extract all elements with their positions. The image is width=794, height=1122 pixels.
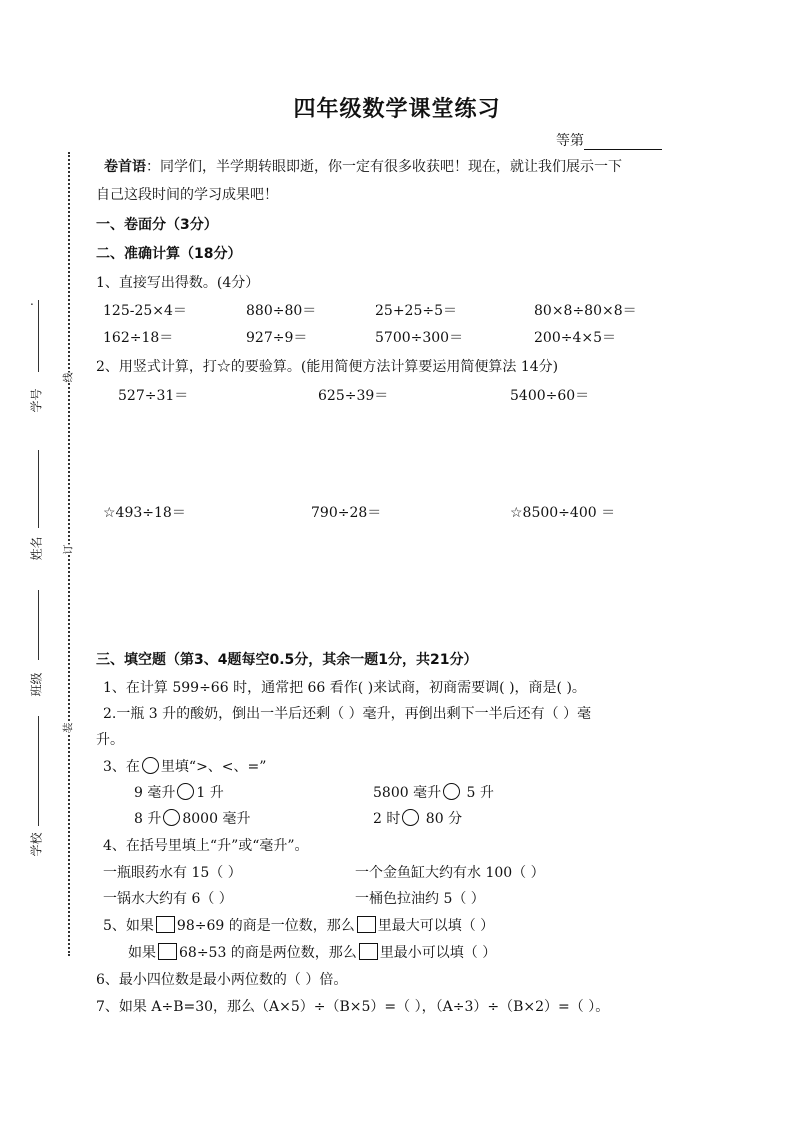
fill-q4-title: 4、在括号里填上“升”或“毫升”。 — [103, 838, 309, 854]
student-no-line — [38, 300, 39, 372]
intro-label: 卷首语 — [104, 159, 146, 175]
calc-q1-item: 80×8÷80×8＝ — [534, 303, 637, 319]
calc-q2-title: 2、用竖式计算，打☆的要验算。(能用简便方法计算要运用简便算法 14分) — [96, 359, 559, 375]
fill-q4-item: 一瓶眼药水有 15（ ） — [103, 865, 242, 881]
fill-q6: 6、最小四位数是最小两位数的（ ）倍。 — [96, 972, 348, 988]
calc-q1-item: 25+25÷5＝ — [375, 303, 457, 319]
calc-q1-item: 927÷9＝ — [246, 330, 308, 346]
fill-q5-pre: 如果 — [128, 945, 156, 961]
compare-circle-icon — [402, 809, 419, 826]
calc-q1-item: 125-25×4＝ — [103, 303, 187, 319]
calc-q2-item: 5400÷60＝ — [510, 388, 590, 404]
calc-q1-item: 5700÷300＝ — [375, 330, 464, 346]
fill-q4-item: 一个金鱼缸大约有水 100（ ） — [355, 865, 545, 881]
fill-q5-post: 里最大可以填（ ） — [377, 918, 495, 934]
fill-q3-post: 里填“>、<、=” — [160, 759, 267, 775]
digit-box-icon — [359, 943, 378, 960]
fill-q3-item — [373, 808, 462, 828]
fill-q3-item — [134, 782, 224, 802]
compare-left: 5800 毫升 — [373, 785, 442, 801]
compare-right: 1 升 — [196, 785, 224, 801]
fill-q5-line-1 — [103, 915, 494, 935]
calc-q1-item: 880÷80＝ — [246, 303, 317, 319]
student-no-label: 学号 — [29, 388, 44, 413]
name-line — [38, 450, 39, 528]
class-line — [38, 590, 39, 660]
calc-q1-item: 200÷4×5＝ — [534, 330, 616, 346]
fill-q5-mid: 68÷53 的商是两位数，那么 — [179, 945, 357, 961]
fill-q4-item: 一锅水大约有 6（ ） — [103, 891, 233, 907]
digit-box-icon — [158, 943, 177, 960]
calc-q2-item: ☆493÷18＝ — [103, 505, 186, 521]
grade-field — [556, 130, 662, 150]
name-label: 姓名 — [29, 536, 44, 561]
school-label: 学校 — [29, 832, 44, 857]
section-2-heading: 二、准确计算（18分） — [96, 246, 242, 262]
calc-q2-item: 790÷28＝ — [311, 505, 382, 521]
calc-q2-item: ☆8500÷400 ＝ — [510, 505, 616, 521]
fill-q3-pre: 3、在 — [103, 759, 140, 775]
section-3-heading: 三、填空题（第3、4题每空0.5分，其余一题1分，共21分） — [96, 652, 478, 668]
fill-q3-item — [373, 782, 494, 802]
intro-line-1 — [104, 156, 622, 176]
fill-q2-line-2: 升。 — [96, 732, 124, 748]
fill-q2-line-1: 2.一瓶 3 升的酸奶，倒出一半后还剩（ ）毫升，再倒出剩下一半后还有（ ）毫 — [103, 706, 592, 722]
grade-label: 等第 — [556, 133, 584, 149]
section-1-heading: 一、卷面分（3分） — [96, 217, 218, 233]
calc-q2-item: 527÷31＝ — [118, 388, 189, 404]
compare-circle-icon — [177, 783, 194, 800]
fill-q5-mid: 98÷69 的商是一位数，那么 — [176, 918, 355, 934]
fill-q5-pre: 5、如果 — [103, 918, 154, 934]
grade-blank — [584, 135, 662, 150]
fill-q4-item: 一桶色拉油约 5（ ） — [355, 891, 485, 907]
compare-left: 9 毫升 — [134, 785, 176, 801]
compare-left: 8 升 — [134, 811, 162, 827]
compare-right: 8000 毫升 — [182, 811, 251, 827]
school-line — [38, 716, 39, 826]
compare-circle-icon — [443, 783, 460, 800]
compare-circle-icon — [163, 809, 180, 826]
digit-box-icon — [357, 916, 376, 933]
margin-dot: . — [30, 294, 34, 308]
compare-right: 80 分 — [421, 811, 463, 827]
compare-circle-icon — [142, 757, 159, 774]
fill-q1: 1、在计算 599÷66 时，通常把 66 看作( )来试商，初商需要调( )，商是( )。 — [103, 680, 586, 696]
calc-q2-item: 625÷39＝ — [318, 388, 389, 404]
intro-line-2: 自己这段时间的学习成果吧！ — [96, 187, 278, 203]
mark-fold: 装 — [60, 723, 75, 733]
compare-right: 5 升 — [462, 785, 494, 801]
calc-q1-title: 1、直接写出得数。(4分） — [96, 275, 260, 291]
mark-bind: 订 — [60, 545, 75, 555]
fill-q5-post: 里最小可以填（ ） — [379, 945, 497, 961]
fill-q3-item — [134, 808, 250, 828]
mark-line: 线 — [60, 373, 75, 383]
calc-q1-item: 162÷18＝ — [103, 330, 174, 346]
fill-q7: 7、如果 A÷B=30，那么（A×5）÷（B×5）=（ ），（A÷3）÷（B×2）=（ ）。 — [96, 999, 610, 1015]
digit-box-icon — [156, 916, 175, 933]
class-label: 班级 — [29, 672, 44, 697]
fill-q3-title — [103, 756, 266, 776]
compare-left: 2 时 — [373, 811, 401, 827]
intro-text-1: ：同学们，半学期转眼即逝，你一定有很多收获吧！现在，就让我们展示一下 — [146, 159, 622, 175]
fill-q5-line-2 — [128, 942, 496, 962]
page-title: 四年级数学课堂练习 — [293, 96, 501, 122]
